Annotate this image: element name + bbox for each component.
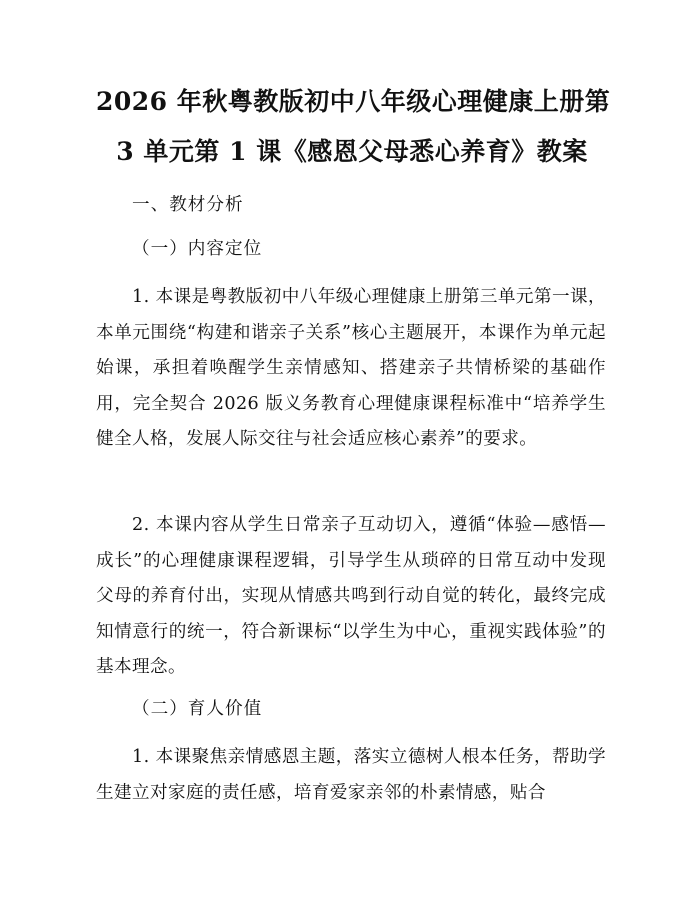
- document-title-line-1: 2026 年秋粤教版初中八年级心理健康上册第: [96, 87, 611, 116]
- document-title-line-2: 3 单元第 1 课《感恩父母悉心养育》教案: [116, 137, 588, 166]
- paragraph-content-positioning-1: 1. 本课是粤教版初中八年级心理健康上册第三单元第一课，本单元围绕“构建和谐亲子关系”核心主题展开，本课作为单元起始课，承担着唤醒学生亲情感知、搭建亲子共情桥梁的基础作用，完全契合 2026 版义务教育心理健康课程标准中“培养学生健全人格，发展人际交往与社会适应核心素养”的要求。: [96, 287, 606, 449]
- paragraph-educational-value-1: 1. 本课聚焦亲情感恩主题，落实立德树人根本任务，帮助学生建立对家庭的责任感，培育爱家亲邻的朴素情感，贴合: [96, 747, 606, 803]
- section-heading-textbook-analysis: 一、教材分析: [132, 195, 244, 215]
- paragraph-content-positioning-2: 2. 本课内容从学生日常亲子互动切入，遵循“体验—感悟—成长”的心理健康课程逻辑，引导学生从琐碎的日常互动中发现父母的养育付出，实现从情感共鸣到行动自觉的转化，最终完成知情意行的统一，符合新课标“以学生为中心，重视实践体验”的基本理念。: [96, 515, 606, 677]
- subsection-heading-content-positioning: （一）内容定位: [132, 239, 263, 259]
- subsection-heading-educational-value: （二）育人价值: [132, 699, 263, 719]
